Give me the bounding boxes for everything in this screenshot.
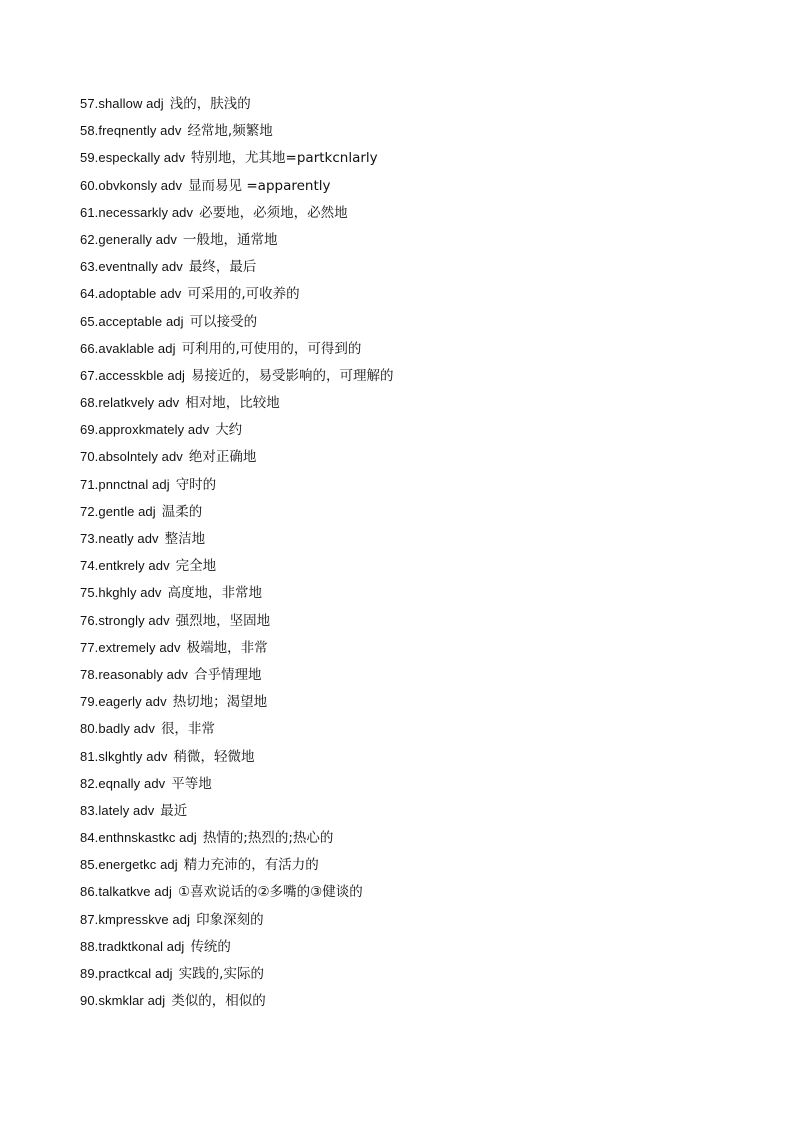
vocab-entry [80, 446, 394, 473]
entry-english: relatkvely adv [98, 395, 180, 411]
entry-number: 76. [80, 612, 99, 628]
entry-number: 89. [80, 966, 99, 981]
entry-english: skmklar adj [98, 993, 166, 1009]
vocab-entry [80, 338, 394, 365]
entry-chinese: 可利用的,可使用的，可得到的 [181, 340, 362, 357]
entry-number: 66. [80, 340, 99, 356]
vocab-entry [80, 610, 394, 637]
entry-chinese: 合乎情理地 [193, 666, 262, 683]
entry-number: 71. [80, 476, 99, 492]
entry-english: absolntely adv [98, 449, 183, 465]
entry-chinese: 浅的，肤浅的 [169, 96, 251, 112]
entry-english: generally adv [98, 231, 178, 247]
entry-number: 72. [80, 503, 99, 519]
entry-chinese: 完全地 [175, 558, 217, 575]
vocab-entry [80, 963, 394, 990]
entry-chinese: 一般地，通常地 [183, 231, 278, 248]
entry-english: lately adv [98, 802, 155, 818]
entry-english: eqnally adv [98, 775, 166, 791]
entry-number: 85. [80, 857, 99, 873]
entry-chinese: 温柔的 [161, 503, 203, 520]
vocab-entry [80, 854, 394, 881]
vocab-entry [80, 881, 394, 908]
entry-english: especkally adv [98, 150, 186, 166]
entry-number: 83. [80, 802, 99, 818]
vocab-entry [80, 93, 394, 120]
entry-chinese: 最终，最后 [188, 259, 257, 276]
entry-english: avaklable adj [98, 340, 176, 356]
vocab-entry [80, 936, 394, 963]
entry-number: 57. [80, 96, 99, 111]
entry-english: necessarkly adv [98, 204, 194, 220]
vocab-entry [80, 501, 394, 528]
entry-english: practkcal adj [98, 966, 173, 981]
entry-number: 68. [80, 395, 99, 411]
entry-chinese: 高度地，非常地 [167, 585, 263, 602]
entry-english: enthnskastkc adj [98, 830, 197, 846]
entry-chinese: 热情的;热烈的;热心的 [202, 830, 334, 847]
entry-number: 67. [80, 367, 99, 383]
entry-number: 84. [80, 830, 99, 846]
entry-english: energetkc adj [98, 857, 178, 873]
vocab-entry [80, 990, 394, 1017]
entry-english: neatly adv [98, 531, 159, 546]
vocab-entry [80, 175, 394, 202]
entry-chinese: 守时的 [175, 476, 217, 493]
vocab-entry [80, 202, 394, 229]
vocab-entry [80, 365, 394, 392]
entry-number: 77. [80, 639, 99, 655]
vocab-entry [80, 909, 394, 936]
entry-chinese: 类似的，相似的 [171, 993, 266, 1010]
entry-chinese: 易接近的，易受影响的，可理解的 [191, 367, 394, 384]
entry-chinese: 热切地；渴望地 [172, 694, 268, 711]
entry-chinese: 特别地，尤其地=partkcnlarly [191, 150, 378, 167]
entry-english: entkrely adv [98, 558, 170, 574]
vocab-entry [80, 664, 394, 691]
entry-number: 88. [80, 938, 99, 954]
entry-english: acceptable adj [98, 313, 184, 329]
entry-chinese: 传统的 [190, 938, 231, 955]
entry-chinese: 最近 [160, 802, 188, 819]
entry-english: kmpresskve adj [98, 911, 191, 927]
entry-english: slkghtly adv [98, 748, 168, 764]
entry-number: 60. [80, 177, 99, 193]
vocab-entry [80, 147, 394, 174]
entry-chinese: 强烈地，坚固地 [175, 612, 271, 629]
entry-english: strongly adv [98, 612, 170, 628]
entry-number: 70. [80, 449, 99, 465]
entry-english: extremely adv [98, 639, 181, 655]
entry-number: 59. [80, 150, 99, 166]
vocab-entry [80, 746, 394, 773]
entry-number: 74. [80, 558, 99, 574]
vocab-entry [80, 120, 394, 147]
entry-english: adoptable adv [98, 286, 182, 302]
entry-number: 61. [80, 204, 99, 220]
entry-chinese: 实践的,实际的 [178, 966, 264, 982]
entry-number: 63. [80, 259, 99, 275]
entry-chinese: 极端地，非常 [186, 639, 268, 656]
vocab-entry [80, 283, 394, 310]
vocabulary-list [80, 93, 394, 1017]
entry-chinese: 经常地,频繁地 [187, 123, 273, 140]
vocab-entry [80, 555, 394, 582]
entry-english: accesskble adj [98, 367, 186, 383]
entry-chinese: 可采用的,可收养的 [187, 286, 300, 303]
entry-english: freqnently adv [98, 123, 182, 139]
entry-english: tradktkonal adj [98, 938, 185, 954]
entry-chinese: 相对地，比较地 [185, 395, 280, 412]
entry-number: 86. [80, 884, 99, 900]
entry-number: 58. [80, 123, 99, 139]
entry-chinese: 平等地 [171, 775, 212, 792]
entry-number: 69. [80, 422, 99, 438]
entry-english: approxkmately adv [98, 422, 210, 438]
entry-english: gentle adj [98, 503, 156, 519]
vocab-entry [80, 773, 394, 800]
vocab-entry [80, 582, 394, 609]
entry-chinese: 印象深刻的 [196, 911, 264, 928]
entry-chinese: 必要地，必须地，必然地 [199, 204, 348, 221]
vocab-entry [80, 392, 394, 419]
vocab-entry [80, 800, 394, 827]
entry-number: 79. [80, 694, 99, 710]
entry-number: 64. [80, 286, 99, 302]
entry-english: eventnally adv [98, 259, 183, 275]
entry-english: pnnctnal adj [98, 476, 170, 492]
entry-number: 90. [80, 993, 99, 1009]
entry-number: 73. [80, 531, 99, 546]
entry-number: 80. [80, 721, 99, 737]
entry-number: 65. [80, 313, 99, 329]
entry-number: 78. [80, 666, 99, 682]
entry-chinese: 显而易见 =apparently [188, 177, 331, 194]
vocab-entry [80, 256, 394, 283]
entry-number: 62. [80, 231, 99, 247]
vocab-entry [80, 419, 394, 446]
entry-chinese: 很，非常 [160, 721, 215, 738]
entry-chinese: 大约 [215, 422, 243, 439]
vocab-entry [80, 827, 394, 854]
entry-chinese: 绝对正确地 [188, 449, 257, 466]
entry-number: 81. [80, 748, 99, 764]
entry-english: hkghly adv [98, 585, 162, 601]
entry-number: 82. [80, 775, 99, 791]
vocab-entry [80, 718, 394, 745]
entry-chinese: 稍微，轻微地 [173, 748, 255, 765]
entry-english: shallow adj [98, 96, 164, 111]
entry-chinese: 可以接受的 [189, 313, 258, 330]
entry-chinese: 整洁地 [164, 531, 206, 547]
entry-english: reasonably adv [98, 666, 188, 682]
entry-english: talkatkve adj [98, 884, 172, 900]
vocab-entry [80, 311, 394, 338]
entry-english: eagerly adv [98, 694, 167, 710]
entry-chinese: 精力充沛的，有活力的 [183, 857, 319, 874]
vocab-entry [80, 691, 394, 718]
vocab-entry [80, 528, 394, 555]
entry-number: 75. [80, 585, 99, 601]
entry-number: 87. [80, 911, 99, 927]
entry-chinese: ①喜欢说话的②多嘴的③健谈的 [177, 884, 363, 901]
vocab-entry [80, 474, 394, 501]
entry-english: badly adv [98, 721, 155, 737]
entry-english: obvkonsly adv [98, 177, 183, 193]
vocab-entry [80, 637, 394, 664]
vocab-entry [80, 229, 394, 256]
